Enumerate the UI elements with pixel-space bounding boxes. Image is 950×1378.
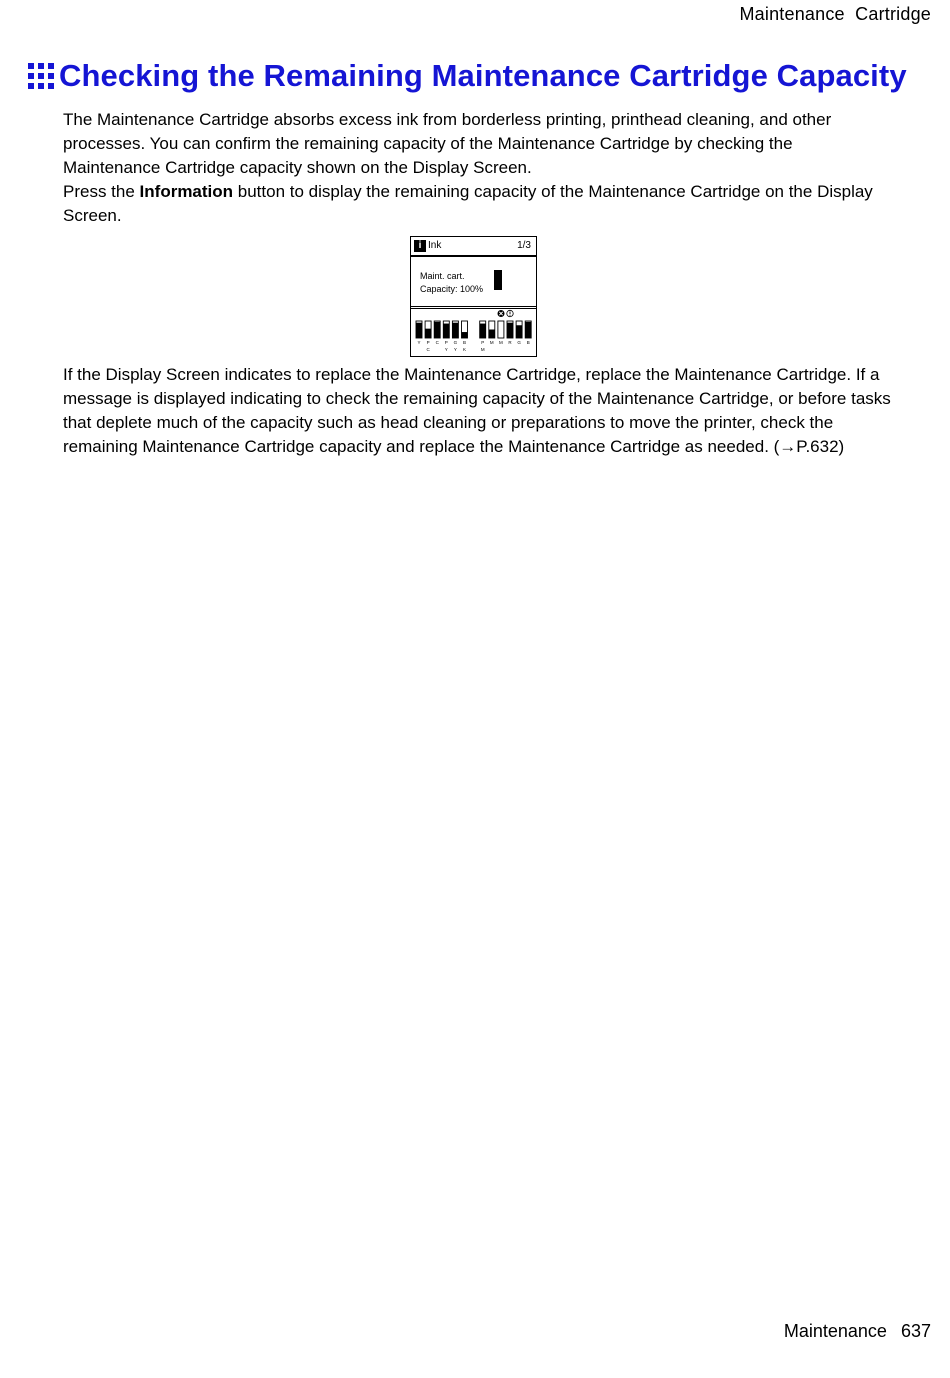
ink-label: Y	[417, 340, 421, 345]
maint-cart-label: Maint. cart.	[420, 271, 465, 281]
ink-label: C	[435, 340, 439, 345]
capacity-label: Capacity: 100%	[420, 284, 484, 294]
exclamation-circle-icon	[507, 310, 513, 316]
intro-text	[63, 108, 893, 228]
ink-label: R	[508, 340, 512, 345]
information-button-name: Information	[139, 182, 234, 201]
ink-label: B	[462, 340, 467, 345]
ink-label: P	[444, 340, 448, 345]
ink-level-fill	[507, 323, 513, 338]
ink-levels-area	[411, 309, 536, 355]
ink-level-graphic	[411, 309, 536, 355]
paragraph-1: The Maintenance Cartridge absorbs excess ink from borderless printing, printhead cleaning, and other processes. You can confirm the remaining capacity of the Maintenance Cartridge by checking the Maintenance Cartridge capacity shown on the Display Screen.	[63, 110, 832, 177]
ink-label-secondary: Y	[453, 347, 457, 352]
page-number: 637	[900, 1321, 931, 1341]
display-header	[411, 237, 536, 257]
ink-label-secondary: Y	[444, 347, 448, 352]
ink-label: M	[499, 340, 503, 345]
ink-label-secondary: K	[462, 347, 467, 352]
ink-level-fill	[452, 323, 458, 338]
info-icon: i	[414, 240, 426, 252]
display-maintenance-info	[411, 257, 536, 309]
ink-label: B	[526, 340, 530, 345]
ink-label-secondary: C	[426, 347, 430, 352]
ink-level-fill	[416, 323, 422, 338]
ink-label: P	[481, 340, 485, 345]
ink-level-fill	[480, 324, 486, 338]
ink-level-fill	[489, 330, 495, 339]
title-row	[28, 58, 928, 94]
display-page-indicator: 1/3	[517, 240, 531, 251]
ink-level-fill	[525, 322, 531, 338]
ink-level-fill	[425, 329, 431, 338]
ink-level-fill	[462, 332, 468, 338]
ink-label-secondary: M	[480, 347, 485, 352]
ink-tank-outline	[498, 321, 504, 338]
ink-label: P	[426, 340, 430, 345]
running-footer	[784, 1321, 931, 1342]
paragraph-2: Press the Information button to display the remaining capacity of the Maintenance Cartridge on the Display Screen.	[63, 182, 873, 225]
page-title: Checking the Remaining Maintenance Cartridge Capacity	[59, 58, 907, 93]
running-header: Maintenance Cartridge	[739, 4, 931, 24]
replacement-text	[63, 363, 893, 459]
grid-icon	[28, 63, 54, 89]
ink-label: G	[453, 340, 458, 345]
display-screen	[410, 236, 537, 357]
display-title: Ink	[428, 240, 442, 251]
maintenance-gauge	[494, 270, 502, 290]
ink-label: M	[489, 340, 494, 345]
paragraph-3: If the Display Screen indicates to replace the Maintenance Cartridge, replace the Maintenance Cartridge. If a message is displayed indicating to check the remaining capacity of the Maintenance Cartridge, or before tasks that deplete much of the capacity such as head cleaning or preparations to move the printer, check the remaining Maintenance Cartridge capacity and replace the Maintenance Cartridge as needed. (→P.632)	[63, 365, 891, 456]
ink-level-fill	[443, 324, 449, 338]
x-circle-icon	[498, 310, 505, 317]
ink-level-fill	[516, 325, 522, 338]
ink-level-fill	[434, 322, 440, 338]
ink-label: G	[517, 340, 521, 345]
footer-chapter: Maintenance	[783, 1321, 887, 1341]
